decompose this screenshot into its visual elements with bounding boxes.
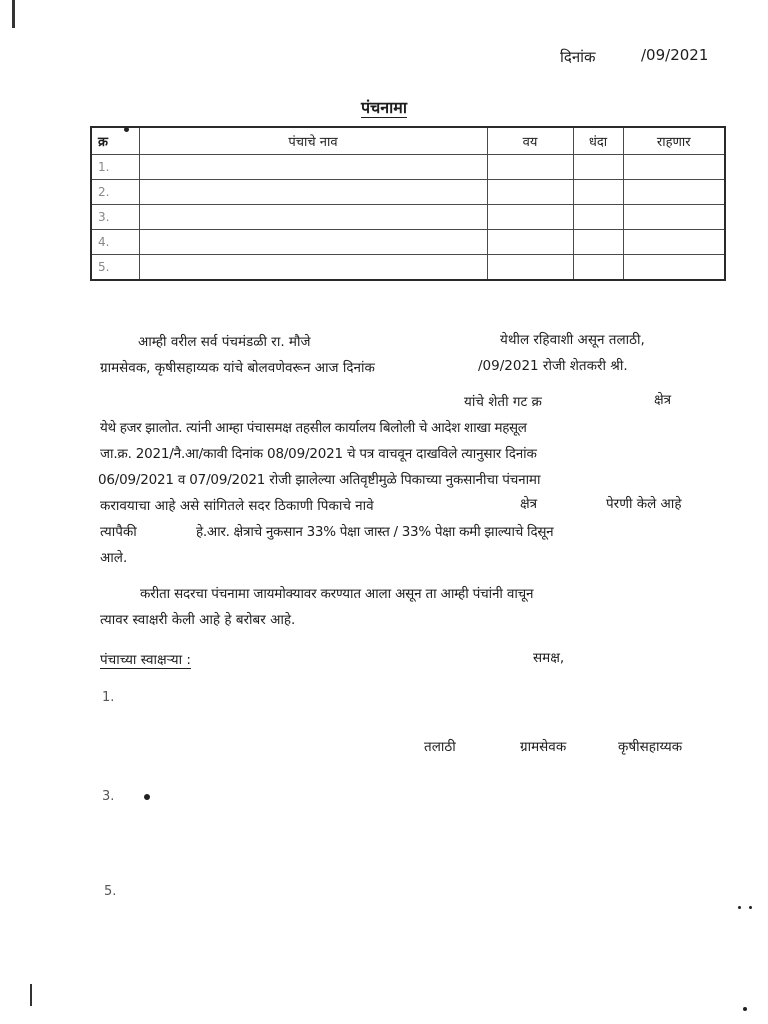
- name-cell: [139, 205, 487, 230]
- signature-number-1: 1.: [102, 690, 115, 705]
- witness-label: समक्ष,: [533, 650, 565, 666]
- row-number: 5.: [91, 255, 139, 281]
- column-header-name: पंचाचे नाव: [139, 127, 487, 155]
- scan-speck: [144, 794, 150, 800]
- occupation-cell: [573, 155, 623, 180]
- age-cell: [487, 230, 573, 255]
- table-header-row: [91, 127, 725, 155]
- table-row: [91, 205, 725, 230]
- occupation-cell: [573, 255, 623, 281]
- name-cell: [139, 180, 487, 205]
- body-line-7-mid: क्षेत्र: [520, 496, 538, 512]
- signature-number-5: 5.: [104, 884, 117, 899]
- body-line-2-left: ग्रामसेवक, कृषीसहाय्यक यांचे बोलवणेवरून आज दिनांक: [100, 360, 375, 376]
- scan-speck: [124, 127, 129, 132]
- residence-cell: [623, 205, 725, 230]
- occupation-cell: [573, 230, 623, 255]
- official-talathi: तलाठी: [424, 739, 456, 755]
- table-row: [91, 180, 725, 205]
- body-line-5: जा.क्र. 2021/नै.आ/कावी दिनांक 08/09/2021 चे पत्र वाचवून दाखविले त्यानुसार दिनांक: [100, 446, 537, 462]
- row-number: 2.: [91, 180, 139, 205]
- body-line-9: आले.: [100, 550, 128, 566]
- row-number: 4.: [91, 230, 139, 255]
- occupation-cell: [573, 205, 623, 230]
- body-line-8-right: हे.आर. क्षेत्राचे नुकसान 33% पेक्षा जास्त / 33% पेक्षा कमी झाल्याचे दिसून: [196, 524, 554, 540]
- body-line-2-right: /09/2021 रोजी शेतकरी श्री.: [478, 358, 628, 374]
- body-line-3-right: क्षेत्र: [654, 392, 672, 408]
- date-value: /09/2021: [641, 46, 709, 64]
- signatures-heading: पंचाच्या स्वाक्षऱ्या :: [100, 652, 191, 668]
- body-line-3-left: यांचे शेती गट क्र: [464, 394, 542, 410]
- residence-cell: [623, 155, 725, 180]
- name-cell: [139, 255, 487, 281]
- body-line-7-right: पेरणी केले आहे: [606, 496, 682, 512]
- column-header-occupation: धंदा: [573, 127, 623, 155]
- residence-cell: [623, 255, 725, 281]
- body-line-4: येथे हजर झालोत. त्यांनी आम्हा पंचासमक्ष तहसील कार्यालय बिलोली चे आदेश शाखा महसूल: [100, 420, 527, 436]
- column-header-age: वय: [487, 127, 573, 155]
- name-cell: [139, 230, 487, 255]
- official-krushisahayak: कृषीसहाय्यक: [618, 739, 683, 755]
- occupation-cell: [573, 180, 623, 205]
- body-line-1-left: आम्ही वरील सर्व पंचमंडळी रा. मौजे: [138, 334, 311, 350]
- scan-margin-mark: [30, 984, 32, 1006]
- page-title: पंचनामा: [361, 98, 407, 117]
- name-cell: [139, 155, 487, 180]
- panch-table: [90, 126, 726, 281]
- age-cell: [487, 180, 573, 205]
- scan-speck: [738, 906, 741, 909]
- signature-number-3: 3.: [102, 789, 115, 804]
- age-cell: [487, 205, 573, 230]
- body-line-8-left: त्यापैकी: [100, 524, 137, 540]
- residence-cell: [623, 230, 725, 255]
- date-label: दिनांक: [560, 48, 596, 66]
- column-header-sr: क्र: [91, 127, 139, 155]
- body-p2-line-2: त्यावर स्वाक्षरी केली आहे हे बरोबर आहे.: [100, 612, 296, 628]
- row-number: 3.: [91, 205, 139, 230]
- scan-speck: [749, 906, 752, 909]
- body-line-6: 06/09/2021 व 07/09/2021 रोजी झालेल्या अतिवृष्टीमुळे पिकाच्या नुकसानीचा पंचनामा: [98, 472, 541, 488]
- scan-margin-mark: [12, 0, 15, 28]
- row-number: 1.: [91, 155, 139, 180]
- age-cell: [487, 155, 573, 180]
- body-line-1-right: येथील रहिवाशी असून तलाठी,: [500, 332, 645, 348]
- official-gramsevak: ग्रामसेवक: [520, 739, 567, 755]
- age-cell: [487, 255, 573, 281]
- residence-cell: [623, 180, 725, 205]
- table-row: [91, 230, 725, 255]
- body-line-7-left: करावयाचा आहे असे सांगितले सदर ठिकाणी पिकाचे नावे: [100, 498, 374, 514]
- body-p2-line-1: करीता सदरचा पंचनामा जायमोक्यावर करण्यात आला असून ता आम्ही पंचांनी वाचून: [140, 586, 534, 602]
- table-row: [91, 155, 725, 180]
- scan-speck: [743, 1007, 747, 1011]
- table-row: [91, 255, 725, 281]
- column-header-residence: राहणार: [623, 127, 725, 155]
